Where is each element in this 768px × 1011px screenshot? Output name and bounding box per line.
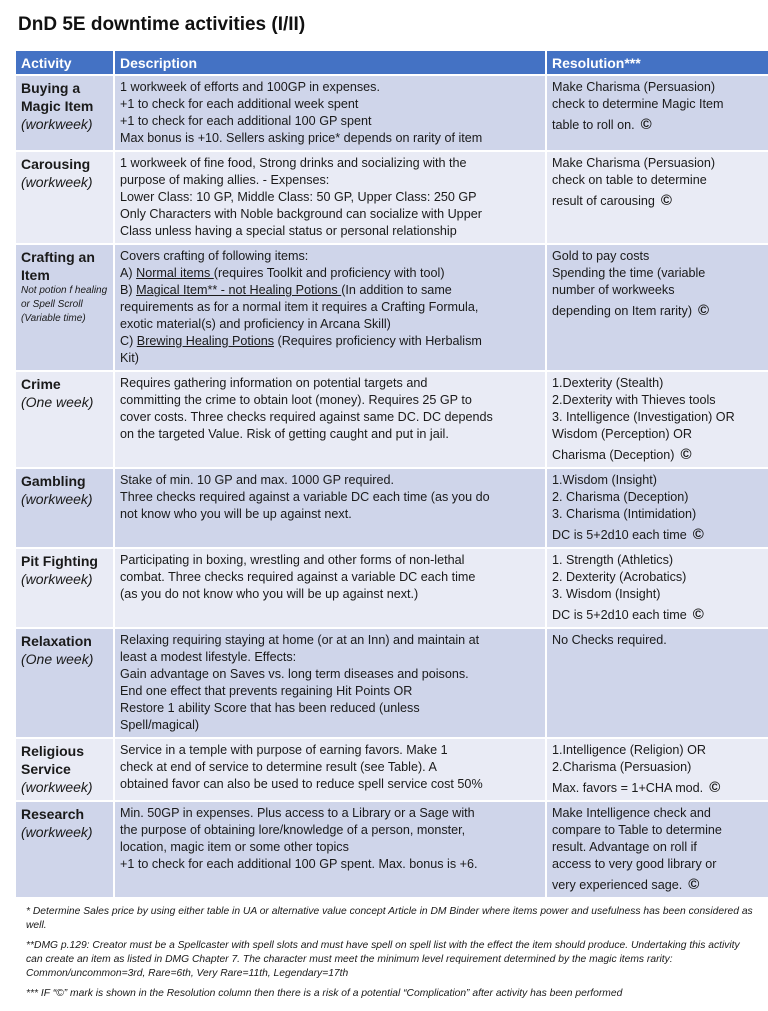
complication-mark-icon: © bbox=[688, 876, 700, 893]
description-cell bbox=[115, 802, 547, 899]
resolution-text: Make Charisma (Persuasion) bbox=[552, 156, 716, 170]
description-line: Class unless having a special status or personal relationship bbox=[120, 224, 457, 238]
description-line: Max bonus is +10. Sellers asking price* depends on rarity of item bbox=[120, 131, 483, 145]
resolution-text: number of workweeks bbox=[552, 283, 675, 297]
resolution-text: 1. Strength (Athletics) bbox=[552, 553, 674, 567]
line-suffix: (Requires proficiency with Herbalism bbox=[274, 334, 482, 348]
resolution-line bbox=[552, 506, 763, 523]
activity-cell bbox=[16, 629, 115, 739]
resolution-line bbox=[552, 759, 763, 776]
activity-duration: (One week) bbox=[21, 651, 94, 667]
table-row bbox=[16, 469, 768, 549]
description-line: least a modest lifestyle. Effects: bbox=[120, 650, 297, 664]
description-line: check at end of service to determine result (see Table). A bbox=[120, 760, 437, 774]
line-suffix: (In addition to same bbox=[341, 283, 452, 297]
description-line: Three checks required against a variable DC each time (as you do bbox=[120, 490, 490, 504]
description-line: Stake of min. 10 GP and max. 1000 GP required. bbox=[120, 473, 394, 487]
description-line: Participating in boxing, wrestling and other forms of non-lethal bbox=[120, 553, 465, 567]
table-row bbox=[16, 245, 768, 372]
resolution-line bbox=[552, 856, 763, 873]
description-line: not know who you will be up against next. bbox=[120, 507, 352, 521]
description-line: Restore 1 ability Score that has been reduced (unless bbox=[120, 701, 420, 715]
activity-duration: (workweek) bbox=[21, 824, 93, 840]
activity-name: Relaxation bbox=[21, 633, 92, 649]
page-content bbox=[16, 51, 768, 1011]
resolution-text: 2. Dexterity (Acrobatics) bbox=[552, 570, 687, 584]
activity-cell bbox=[16, 372, 115, 469]
page-title: DnD 5E downtime activities (I/II) bbox=[18, 14, 306, 35]
activity-duration: (workweek) bbox=[21, 116, 93, 132]
resolution-line bbox=[552, 248, 763, 265]
activity-name: Carousing bbox=[21, 156, 91, 172]
resolution-line bbox=[552, 426, 763, 443]
activity-cell bbox=[16, 802, 115, 899]
resolution-line bbox=[552, 569, 763, 586]
description-line: +1 to check for each additional 100 GP spent bbox=[120, 114, 372, 128]
resolution-text: 3. Charisma (Intimidation) bbox=[552, 507, 697, 521]
description-line: 1 workweek of efforts and 100GP in expenses. bbox=[120, 80, 380, 94]
activity-name: Buying a Magic Item bbox=[21, 80, 94, 114]
description-line: committing the crime to obtain loot (money). Requires 25 GP to bbox=[120, 393, 472, 407]
underlined-item: Normal items bbox=[136, 266, 214, 280]
resolution-line bbox=[552, 155, 763, 172]
description-line bbox=[120, 333, 540, 350]
header-description: Description bbox=[115, 51, 547, 76]
resolution-text: Spending the time (variable bbox=[552, 266, 706, 280]
resolution-cell bbox=[547, 245, 768, 372]
resolution-line bbox=[552, 489, 763, 506]
resolution-line bbox=[552, 446, 763, 464]
resolution-text: result. Advantage on roll if bbox=[552, 840, 697, 854]
resolution-text: check to determine Magic Item bbox=[552, 97, 724, 111]
resolution-text: Wisdom (Perception) OR bbox=[552, 427, 692, 441]
activity-name: Pit Fighting bbox=[21, 553, 98, 569]
resolution-text: 1.Intelligence (Religion) OR bbox=[552, 743, 706, 757]
description-line: Service in a temple with purpose of earning favors. Make 1 bbox=[120, 743, 448, 757]
resolution-cell bbox=[547, 372, 768, 469]
description-cell bbox=[115, 152, 547, 245]
activity-cell bbox=[16, 245, 115, 372]
resolution-cell bbox=[547, 629, 768, 739]
description-line: exotic material(s) and proficiency in Arcana Skill) bbox=[120, 317, 391, 331]
resolution-line bbox=[552, 742, 763, 759]
resolution-line bbox=[552, 375, 763, 392]
resolution-text: 2.Dexterity with Thieves tools bbox=[552, 393, 716, 407]
resolution-text: Gold to pay costs bbox=[552, 249, 650, 263]
complication-mark-icon: © bbox=[709, 779, 721, 796]
description-line: Kit) bbox=[120, 351, 139, 365]
resolution-text: result of carousing bbox=[552, 194, 655, 208]
resolution-line bbox=[552, 822, 763, 839]
header-activity: Activity bbox=[16, 51, 115, 76]
table-row bbox=[16, 76, 768, 152]
resolution-line bbox=[552, 472, 763, 489]
activity-name: Religious Service bbox=[21, 743, 85, 777]
description-line: cover costs. Three checks required against same DC. DC depends bbox=[120, 410, 493, 424]
footnotes bbox=[26, 905, 756, 1001]
description-line: Spell/magical) bbox=[120, 718, 200, 732]
description-line: +1 to check for each additional 100 GP spent. Max. bonus is +6. bbox=[120, 857, 478, 871]
description-line bbox=[120, 282, 540, 299]
line-prefix: C) bbox=[120, 334, 137, 348]
resolution-line bbox=[552, 805, 763, 822]
resolution-text: table to roll on. bbox=[552, 118, 635, 132]
resolution-line bbox=[552, 552, 763, 569]
table-row bbox=[16, 549, 768, 629]
activity-duration: (workweek) bbox=[21, 779, 93, 795]
description-cell bbox=[115, 469, 547, 549]
resolution-text: No Checks required. bbox=[552, 633, 667, 647]
description-cell bbox=[115, 372, 547, 469]
resolution-text: 3. Wisdom (Insight) bbox=[552, 587, 661, 601]
description-line: purpose of making allies. - Expenses: bbox=[120, 173, 330, 187]
activity-cell bbox=[16, 739, 115, 802]
underlined-item: Brewing Healing Potions bbox=[136, 334, 275, 348]
complication-mark-icon: © bbox=[640, 116, 652, 133]
description-cell bbox=[115, 76, 547, 152]
resolution-text: DC is 5+2d10 each time bbox=[552, 528, 687, 542]
activity-duration: (workweek) bbox=[21, 571, 93, 587]
activity-duration: (workweek) bbox=[21, 491, 93, 507]
resolution-line bbox=[552, 876, 763, 894]
description-line: requirements as for a normal item it requires a Crafting Formula, bbox=[120, 300, 479, 314]
complication-mark-icon: © bbox=[680, 446, 692, 463]
resolution-line bbox=[552, 586, 763, 603]
footnote-complication: *** IF “©” mark is shown in the Resolution column then there is a risk of a potential “Complication” after activity has been performed bbox=[26, 988, 623, 999]
description-line bbox=[120, 265, 540, 282]
resolution-text: 1.Dexterity (Stealth) bbox=[552, 376, 664, 390]
description-line: Covers crafting of following items: bbox=[120, 249, 309, 263]
downtime-activities-table bbox=[16, 51, 768, 899]
description-line: Min. 50GP in expenses. Plus access to a Library or a Sage with bbox=[120, 806, 475, 820]
activity-name: Research bbox=[21, 806, 85, 822]
activity-cell bbox=[16, 152, 115, 245]
underlined-item: Magical Item** - not Healing Potions bbox=[136, 283, 342, 297]
complication-mark-icon: © bbox=[698, 302, 710, 319]
resolution-text: depending on Item rarity) bbox=[552, 304, 693, 318]
resolution-line bbox=[552, 192, 763, 210]
resolution-cell bbox=[547, 76, 768, 152]
description-line: combat. Three checks required against a variable DC each time bbox=[120, 570, 476, 584]
resolution-line bbox=[552, 302, 763, 320]
description-line: (as you do not know who you will be up against next.) bbox=[120, 587, 419, 601]
resolution-line bbox=[552, 606, 763, 624]
resolution-line bbox=[552, 526, 763, 544]
resolution-text: Make Intelligence check and bbox=[552, 806, 711, 820]
activity-cell bbox=[16, 549, 115, 629]
resolution-text: DC is 5+2d10 each time bbox=[552, 608, 687, 622]
description-cell bbox=[115, 629, 547, 739]
resolution-line bbox=[552, 632, 763, 649]
resolution-line bbox=[552, 96, 763, 113]
activity-duration: (workweek) bbox=[21, 174, 93, 190]
resolution-line bbox=[552, 839, 763, 856]
resolution-line bbox=[552, 265, 763, 282]
resolution-text: 2. Charisma (Deception) bbox=[552, 490, 689, 504]
resolution-cell bbox=[547, 469, 768, 549]
resolution-line bbox=[552, 282, 763, 299]
activity-duration: (One week) bbox=[21, 394, 94, 410]
description-line: End one effect that prevents regaining Hit Points OR bbox=[120, 684, 413, 698]
description-cell bbox=[115, 245, 547, 372]
table-row bbox=[16, 372, 768, 469]
complication-mark-icon: © bbox=[692, 606, 704, 623]
line-prefix: B) bbox=[120, 283, 137, 297]
resolution-line bbox=[552, 779, 763, 797]
resolution-text: 1.Wisdom (Insight) bbox=[552, 473, 657, 487]
resolution-text: Max. favors = 1+CHA mod. bbox=[552, 781, 704, 795]
description-line: Only Characters with Noble background can socialize with Upper bbox=[120, 207, 482, 221]
description-line: location, magic item or some other topics bbox=[120, 840, 349, 854]
resolution-text: check on table to determine bbox=[552, 173, 707, 187]
activity-name: Crafting an Item bbox=[21, 249, 95, 283]
resolution-text: 3. Intelligence (Investigation) OR bbox=[552, 410, 735, 424]
activity-cell bbox=[16, 469, 115, 549]
resolution-line bbox=[552, 409, 763, 426]
description-cell bbox=[115, 549, 547, 629]
complication-mark-icon: © bbox=[692, 526, 704, 543]
table-row bbox=[16, 152, 768, 245]
footnote-sales-price: * Determine Sales price by using either table in UA or alternative value concept Article in DM Binder where items power and usefulness has been considered as well. bbox=[26, 906, 753, 931]
resolution-text: access to very good library or bbox=[552, 857, 717, 871]
table-header bbox=[16, 51, 768, 76]
resolution-cell bbox=[547, 739, 768, 802]
description-line: Lower Class: 10 GP, Middle Class: 50 GP, Upper Class: 250 GP bbox=[120, 190, 477, 204]
description-line: obtained favor can also be used to reduce spell service cost 50% bbox=[120, 777, 483, 791]
description-line: +1 to check for each additional week spent bbox=[120, 97, 359, 111]
resolution-line bbox=[552, 172, 763, 189]
activity-name: Crime bbox=[21, 376, 61, 392]
description-line: on the targeted Value. Risk of getting caught and put in jail. bbox=[120, 427, 449, 441]
activity-name: Gambling bbox=[21, 473, 86, 489]
header-resolution: Resolution*** bbox=[547, 51, 768, 76]
description-cell bbox=[115, 739, 547, 802]
resolution-line bbox=[552, 116, 763, 134]
footnote-dmg: **DMG p.129: Creator must be a Spellcaster with spell slots and must have spell on spell list with the effect the item should produce. Undertaking this activity can create an item as listed in DMG Chapter 7. The character must meet the minimum level requirement determined by the magic items rarity: Common/uncommon=3rd, Rare=6th, Very Rare=11th, Legendary=17th bbox=[26, 940, 740, 979]
complication-mark-icon: © bbox=[660, 192, 672, 209]
resolution-cell bbox=[547, 802, 768, 899]
description-line: Relaxing requiring staying at home (or at an Inn) and maintain at bbox=[120, 633, 480, 647]
line-prefix: A) bbox=[120, 266, 137, 280]
description-line: Requires gathering information on potential targets and bbox=[120, 376, 428, 390]
resolution-cell bbox=[547, 152, 768, 245]
resolution-text: 2.Charisma (Persuasion) bbox=[552, 760, 692, 774]
description-line: 1 workweek of fine food, Strong drinks and socializing with the bbox=[120, 156, 467, 170]
table-row bbox=[16, 802, 768, 899]
line-suffix: (requires Toolkit and proficiency with tool) bbox=[213, 266, 445, 280]
activity-note: Not potion f healing or Spell Scroll (Variable time) bbox=[21, 285, 108, 324]
resolution-text: compare to Table to determine bbox=[552, 823, 722, 837]
resolution-line bbox=[552, 79, 763, 96]
resolution-cell bbox=[547, 549, 768, 629]
description-line: the purpose of obtaining lore/knowledge of a person, monster, bbox=[120, 823, 466, 837]
resolution-line bbox=[552, 392, 763, 409]
table-row bbox=[16, 629, 768, 739]
resolution-text: Make Charisma (Persuasion) bbox=[552, 80, 716, 94]
resolution-text: Charisma (Deception) bbox=[552, 448, 675, 462]
table-row bbox=[16, 739, 768, 802]
description-line: Gain advantage on Saves vs. long term diseases and poisons. bbox=[120, 667, 469, 681]
activity-cell bbox=[16, 76, 115, 152]
resolution-text: very experienced sage. bbox=[552, 878, 683, 892]
